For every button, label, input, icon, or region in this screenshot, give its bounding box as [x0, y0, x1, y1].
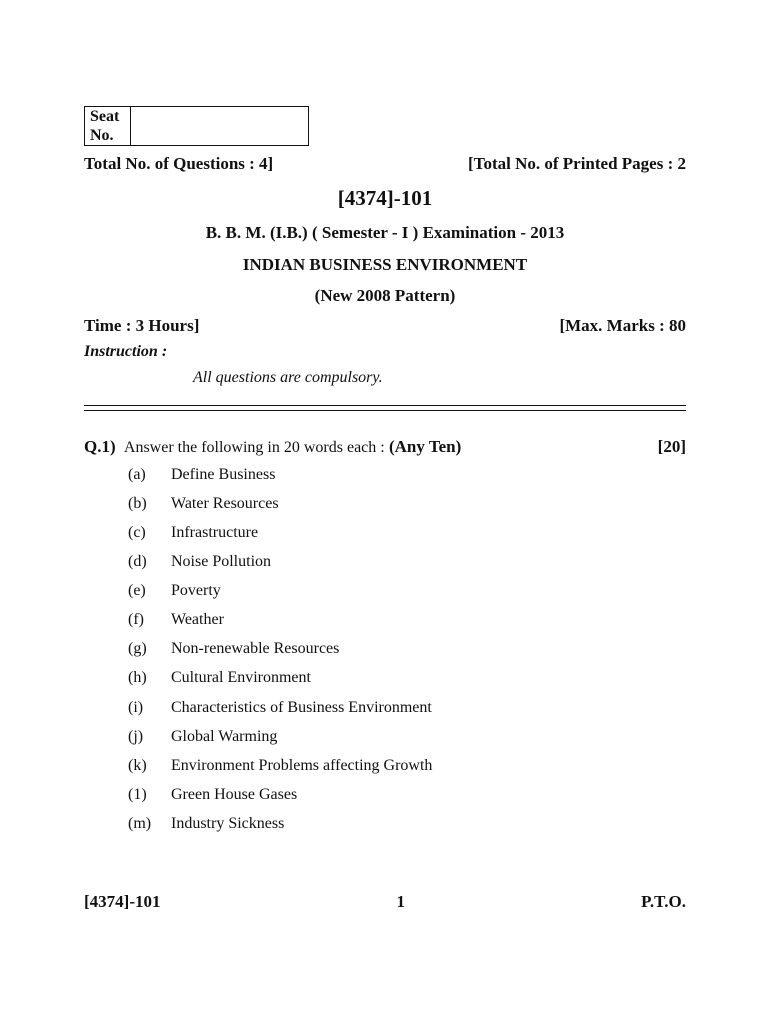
subject-title: INDIAN BUSINESS ENVIRONMENT: [242, 255, 528, 274]
header-row: [84, 154, 686, 174]
time-allowed: Time : 3 Hours]: [84, 316, 200, 335]
list-item: (j) Global Warming: [128, 728, 278, 745]
seat-number-box: [84, 106, 309, 146]
instruction-label: Instruction :: [84, 343, 168, 360]
list-item: (a) Define Business: [128, 466, 276, 483]
total-questions: Total No. of Questions : 4]: [84, 154, 274, 173]
pto-label: P.T.O.: [641, 892, 686, 911]
total-pages: [Total No. of Printed Pages : 2: [468, 154, 686, 173]
question-marks: [20]: [657, 437, 686, 456]
page-number: 1: [396, 892, 406, 911]
footer: [84, 892, 686, 912]
seat-label-line2: No.: [90, 127, 114, 144]
question-text: Answer the following in 20 words each :: [123, 439, 385, 456]
seat-number-field: [133, 107, 308, 145]
paper-code: [4374]-101: [337, 186, 433, 210]
list-item: (h) Cultural Environment: [128, 669, 311, 686]
list-item: (b) Water Resources: [128, 495, 279, 512]
footer-code: [4374]-101: [84, 892, 161, 911]
seat-number-label: [85, 107, 131, 145]
list-item: (e) Poverty: [128, 582, 221, 599]
instruction-text: All questions are compulsory.: [193, 369, 383, 386]
pattern: (New 2008 Pattern): [314, 286, 456, 305]
time-marks-row: [84, 316, 686, 336]
list-item: (i) Characteristics of Business Environment: [128, 699, 432, 716]
list-item: (1) Green House Gases: [128, 786, 298, 803]
seat-label-line1: Seat: [90, 108, 120, 125]
list-item: (m) Industry Sickness: [128, 815, 285, 832]
max-marks: [Max. Marks : 80: [559, 316, 686, 335]
question-number: Q.1): [84, 437, 116, 456]
divider-top: [84, 405, 686, 406]
list-item: (d) Noise Pollution: [128, 553, 272, 570]
exam-title: B. B. M. (I.B.) ( Semester - I ) Examination - 2013: [205, 223, 565, 242]
question-1-header: [84, 437, 686, 457]
list-item: (g) Non-renewable Resources: [128, 640, 340, 657]
list-item: (c) Infrastructure: [128, 524, 259, 541]
divider-bottom: [84, 410, 686, 411]
question-qualifier: (Any Ten): [388, 437, 462, 456]
list-item: (k) Environment Problems affecting Growth: [128, 757, 433, 774]
list-item: (f) Weather: [128, 611, 224, 628]
